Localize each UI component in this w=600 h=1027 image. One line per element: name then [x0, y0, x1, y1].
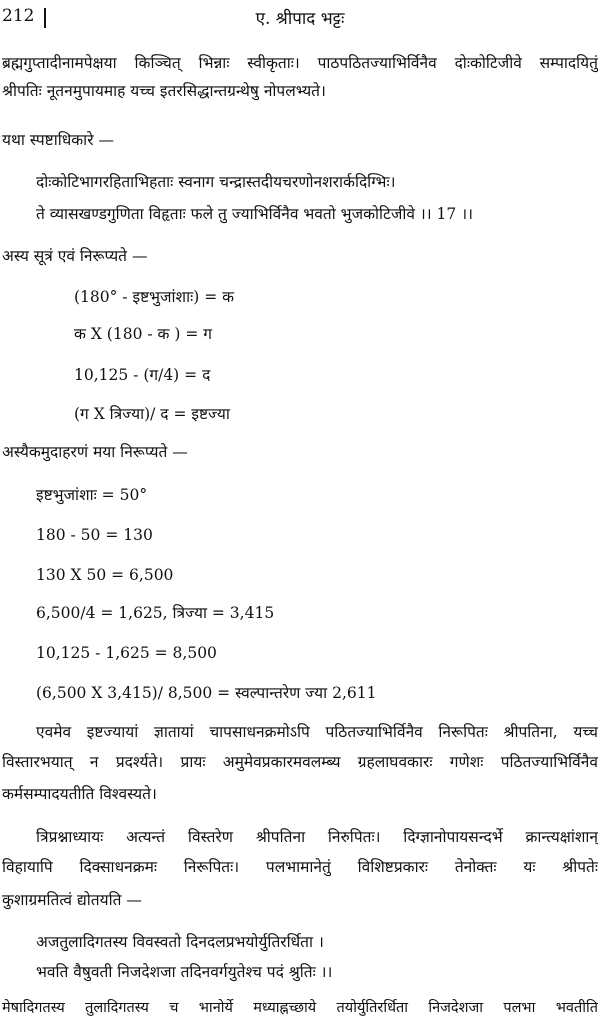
formula-line: 10,125 - (ग/4) = द [74, 366, 211, 384]
text-line: ब्रह्मगुप्तादीनामपेक्षया किञ्चित् भिन्नाः स्वीकृताः। पाठपठितज्याभिर्विनैव दोःकोटिजीवे सम्पादयितुं [2, 54, 598, 72]
text-line: अस्य सूत्रं एवं निरूप्यते — [2, 247, 148, 265]
text-line: विस्तारभयात् न प्रदर्श्यते। प्रायः अमुमेवप्रकारमवलम्ब्य ग्रहलाघवकारः गणेशः पठितज्याभिर्विनैव [2, 753, 598, 771]
formula-line: (180° - इष्टभुजांशाः) = क [74, 288, 235, 306]
example-line: 180 - 50 = 130 [36, 526, 153, 544]
example-line: इष्टभुजांशाः = 50° [36, 486, 148, 504]
text-line: यथा स्पष्टाधिकारे — [2, 131, 114, 149]
example-line: (6,500 X 3,415)/ 8,500 = स्वल्पान्तरेण ज्या 2,611 [36, 684, 377, 702]
text-line: विहायापि दिक्साधनक्रमः निरूपितः। पलभामानेतुं विशिष्टप्रकारः तेनोक्तः यः श्रीपतेः [2, 858, 598, 876]
verse-line: दोःकोटिभागरहिताभिहताः स्वनाग चन्द्रास्तदीयचरणोनशरार्कदिग्भिः। [36, 173, 396, 191]
text-line: कर्मसम्पादयतीति विश्वस्यते। [2, 785, 157, 803]
example-line: 6,500/4 = 1,625, त्रिज्या = 3,415 [36, 604, 275, 622]
verse-line: अजतुलादिगतस्य विवस्वतो दिनदलप्रभयोर्युतिरर्धिता । [36, 933, 324, 951]
example-line: 130 X 50 = 6,500 [36, 566, 174, 584]
page-number: 212 [2, 6, 35, 26]
text-line: एवमेव इष्टज्यायां ज्ञातायां चापसाधनक्रमोऽपि पठितज्याभिर्विनैव निरूपितः श्रीपतिना, यच्च [36, 723, 598, 741]
text-line: अस्यैकमुदाहरणं मया निरूप्यते — [2, 443, 188, 461]
verse-line: ते व्यासखण्डगुणिता विहृताः फले तु ज्याभिर्विनैव भवतो भुजकोटिजीवे ।। 17 ।। [36, 205, 473, 223]
example-line: 10,125 - 1,625 = 8,500 [36, 644, 217, 662]
running-title: ए. श्रीपाद भट्टः [255, 9, 345, 29]
text-line: त्रिप्रश्नाध्यायः अत्यन्तं विस्तरेण श्रीपतिना निरुपितः। दिग्ज्ञानोपायसन्दर्भे क्रान्त्यक्षांशान् [36, 828, 598, 846]
verse-line: भवति वैषुवती निजदेशजा तदिनवर्गयुतेश्च पदं श्रुतिः ।। [36, 963, 333, 981]
formula-line: (ग X त्रिज्या)/ द = इष्टज्या [74, 405, 230, 423]
text-line: श्रीपतिः नूतनमुपायमाह यच्च इतरसिद्धान्तग्रन्थेषु नोपलभ्यते। [2, 82, 326, 100]
text-line: कुशाग्रमतित्वं द्योतयति — [2, 891, 142, 909]
page-header [0, 6, 600, 32]
formula-line: क X (180 - क ) = ग [74, 325, 212, 343]
text-line: मेषादिगतस्य तुलादिगतस्य च भानोर्ये मध्याह्नच्छाये तयोर्युतिरर्धिता निजदेशजा पलभा भवतीति [2, 1000, 598, 1016]
